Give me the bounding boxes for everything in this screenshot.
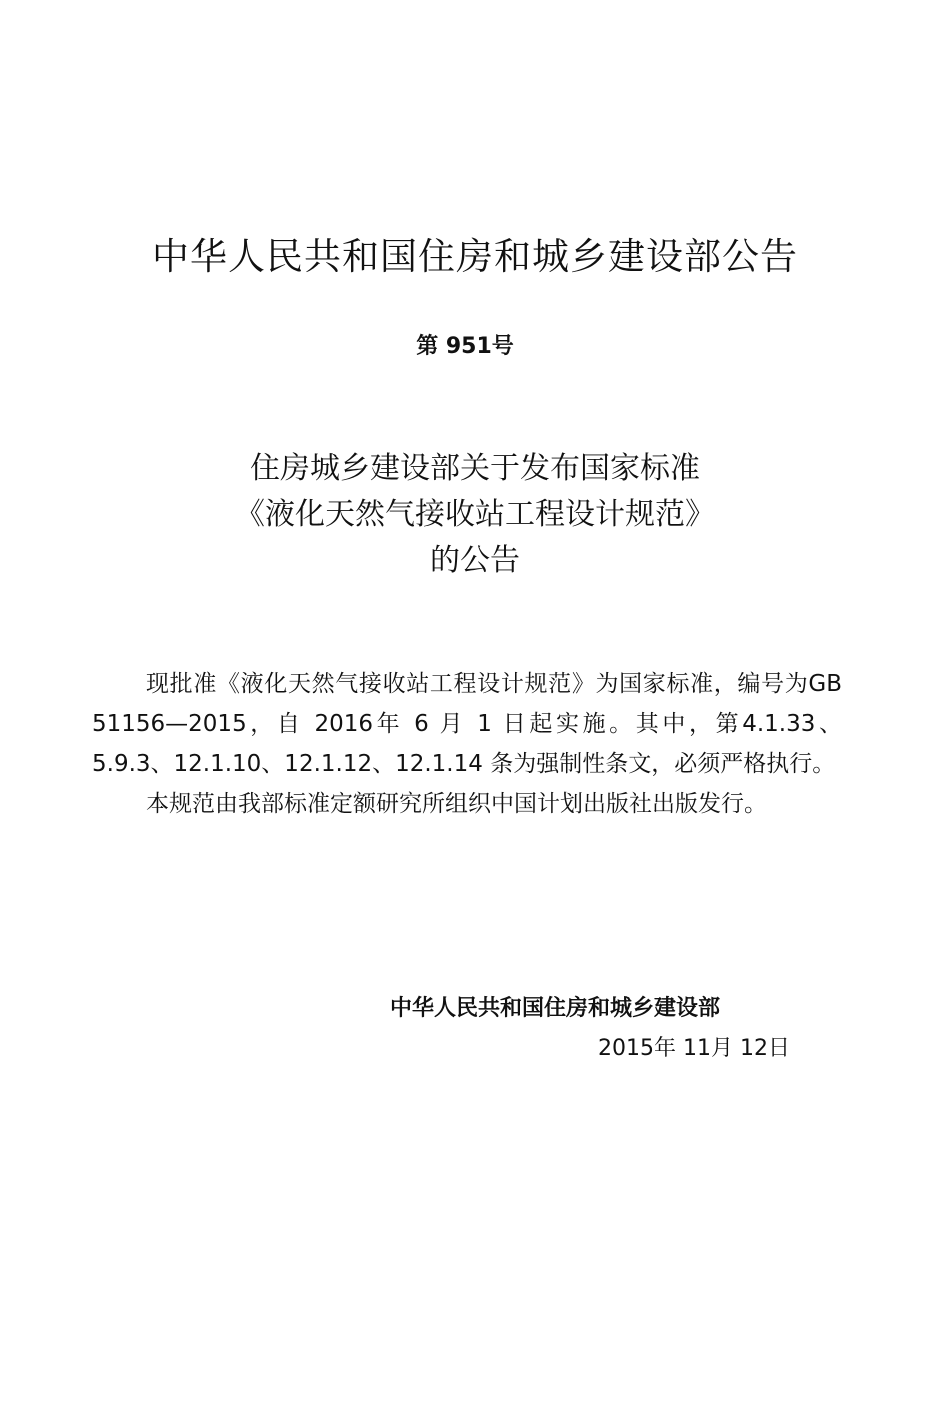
notice-subject (0, 446, 950, 584)
body-paragraph-1: 现批准《液化天然气接收站工程设计规范》为国家标准，编号为GB 51156—2015，自 2016年 6 月 1 日起实施。其中，第4.1.33、5.9.3、12.1.10、12.1.12、12.1.14 条为强制性条文，必须严格执行。 (92, 671, 842, 777)
subject-line-3: 的公告 (430, 543, 520, 578)
body-paragraph-2: 本规范由我部标准定额研究所组织中国计划出版社出版发行。 (146, 791, 767, 817)
notice-body (92, 664, 842, 824)
subject-line-1: 住房城乡建设部关于发布国家标准 (250, 451, 700, 486)
notice-number: 第 951号 (416, 334, 514, 359)
page-title: 中华人民共和国住房和城乡建设部公告 (152, 235, 798, 278)
subject-line-2: 《液化天然气接收站工程设计规范》 (235, 497, 715, 532)
issuer-signature: 中华人民共和国住房和城乡建设部 (390, 996, 721, 1021)
issue-date: 2015年 11月 12日 (598, 1036, 790, 1061)
